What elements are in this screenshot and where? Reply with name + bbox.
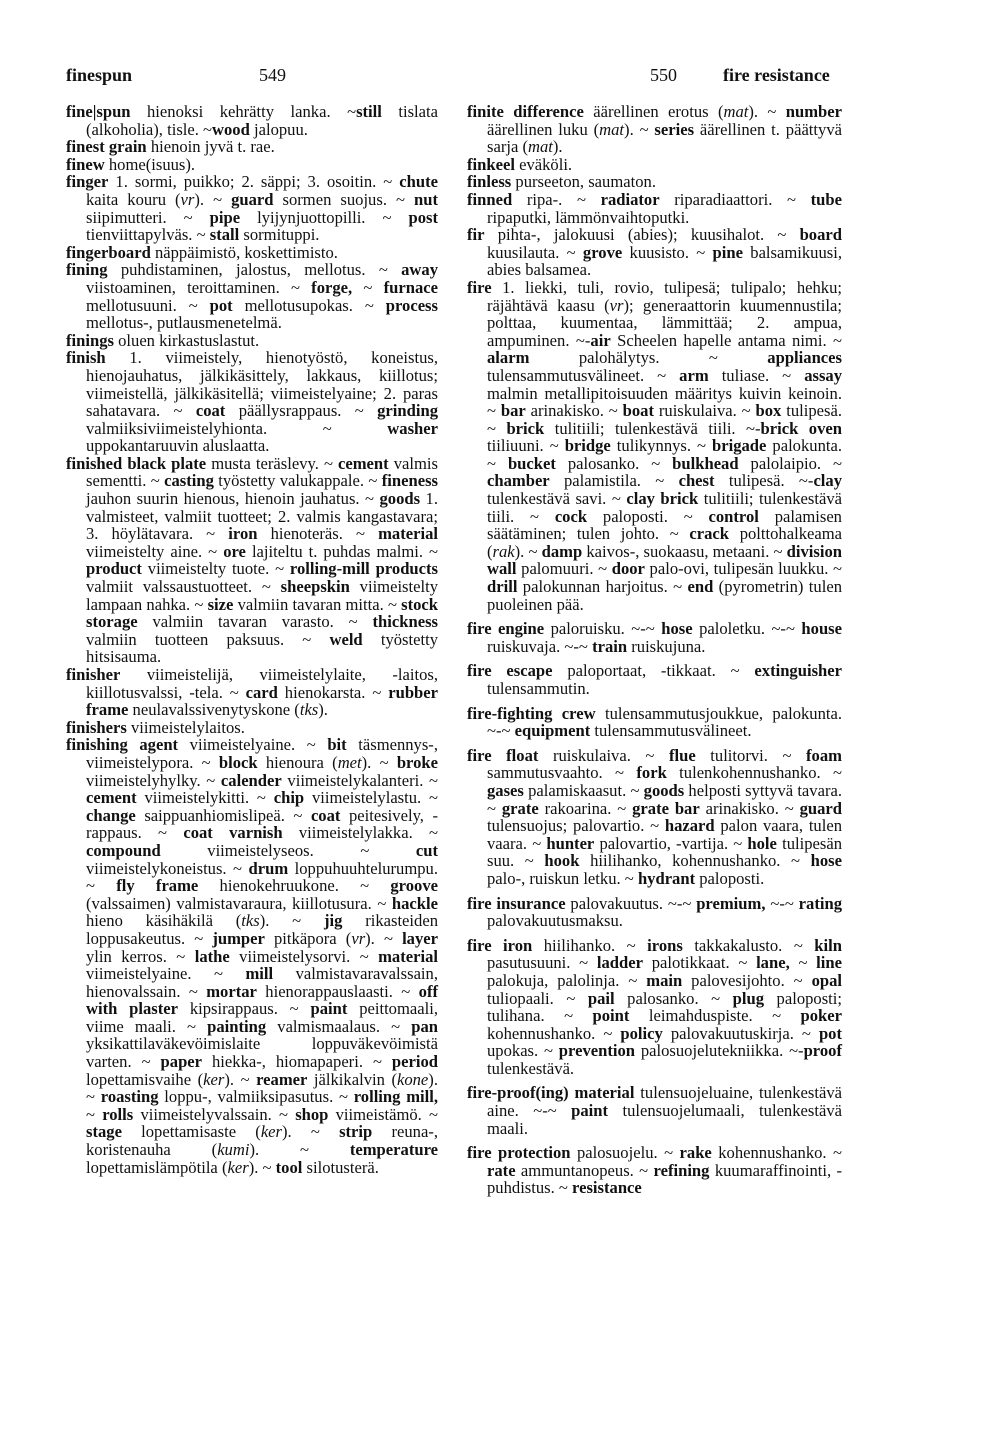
dictionary-entry: fire-proof(ing) material tulensuojeluaine, tulenkestävä aine. ~-~ paint tulensuojelumaali, tulenkestävä maali.: [467, 1083, 842, 1138]
dictionary-entry: fire protection palosuojelu. ~ rake kohennushanko. ~ rate ammuntanopeus. ~ refining kuumaraffinointi, -puhdistus. ~ resistance: [467, 1143, 842, 1198]
dictionary-entry: finest grain hienoin jyvä t. rae.: [66, 137, 275, 157]
right-page-number: 550: [650, 65, 677, 85]
dictionary-entry: fire 1. liekki, tuli, rovio, tulipesä; tulipalo; hehku; räjähtävä kaasu (vr); generaattorin kuumennustila; polttaa, kuumentaa, lämmittää; 2. ampua, ampuminen. ~-air Scheelen hapelle antama nimi. ~ alarm palohälytys. ~ appliances tulensammutusvälineet. ~ arm tuliase. ~ assay malmin metallipitoisuuden määritys kuivin keinoin. ~ bar arinakisko. ~ boat ruiskulaiva. ~ box tulipesä. ~ brick tulitiili; tulenkestävä tiili. ~-brick oven tiiliuuni. ~ bridge tulikynnys. ~ brigade palokunta. ~ bucket palosanko. ~ bulkhead palolaipio. ~ chamber palamistila. ~ chest tulipesä. ~-clay tulenkestävä savi. ~ clay brick tulitiili; tulenkestävä tiili. ~ cock paloposti. ~ control palamisen säätäminen; tulen johto. ~ crack polttohalkeama (rak). ~ damp kaivos-, suokaasu, metaani. ~ division wall palomuuri. ~ door palo-ovi, tulipesän luukku. ~ drill palokunnan harjoitus. ~ end (pyrometrin) tulen puoleinen pää.: [467, 277, 843, 614]
dictionary-entry: fir pihta-, jalokuusi (abies); kuusihalot. ~ board kuusilauta. ~ grove kuusisto. ~ pine balsamikuusi, abies balsamea.: [467, 225, 842, 280]
dictionary-entry: fire-fighting crew tulensammutusjoukkue, palokunta. ~-~ equipment tulensammutusvälineet.: [467, 703, 843, 741]
left-page-number: 549: [259, 65, 286, 85]
dictionary-entry: fire float ruiskulaiva. ~ flue tulitorvi. ~ foam sammutusvaahto. ~ fork tulenkohennushanko. ~ gases palamiskaasut. ~ goods helposti syttyvä tavara. ~ grate rakoarina. ~ grate bar arinakisko. ~ guard tulensuojus; palovartio. ~ hazard palon vaara, tulen vaara. ~ hunter palovartio, -vartija. ~ hole tulipesän suu. ~ hook hiilihanko, kohennushanko. ~ hose palo-, ruiskun letku. ~ hydrant paloposti.: [467, 745, 843, 888]
dictionary-entry: finger 1. sormi, puikko; 2. säppi; 3. osoitin. ~ chute kaita kouru (vr). ~ guard sormen suojus. ~ nut siipimutteri. ~ pipe lyijynjuottopilli. ~ post tienviittapylväs. ~ stall sormituppi.: [66, 172, 438, 245]
dictionary-entry: finishing agent viimeistelyaine. ~ bit täsmennys-, viimeistelypora. ~ block hienoura (met). ~ broke viimeistelyhylky. ~ calender viimeistelykalanteri. ~ cement viimeistelykitti. ~ chip viimeistelylastu. ~ change saippuanhiomislipeä. ~ coat peitesively, -rappaus. ~ coat varnish viimeistelylakka. ~ compound viimeistelyseos. ~ cut viimeistelykoneistus. ~ drum loppuhuuhtelurumpu. ~ fly frame hienokehruukone. ~ groove (valssaimen) valmistavaraura, kiillotusura. ~ hackle hieno käsihäkilä (tks). ~ jig rikasteiden loppusakeutus. ~ jumper pitkäpora (vr). ~ layer ylin kerros. ~ lathe viimeistelysorvi. ~ material viimeistelyaine. ~ mill valmistavaravalssain, hienovalssain. ~ mortar hienorappauslaasti. ~ off with plaster kipsirappaus. ~ paint peittomaali, viime maali. ~ painting valmismaalaus. ~ pan yksikattilaväkevöimislaite loppuväkevöimistä varten. ~ paper hiekka-, hiomapaperi. ~ period lopettamisvaihe (ker). ~ reamer jälkikalvin (kone). ~ roasting loppu-, valmiiksipasutus. ~ rolling mill, ~ rolls viimeistelyvalssain. ~ shop viimeistämö. ~ stage lopettamisaste (ker). ~ strip reuna-, koristenauha (kumi). ~ temperature lopettamislämpötila (ker). ~ tool silotusterä.: [66, 735, 439, 1177]
dictionary-entry: fingerboard näppäimistö, koskettimisto.: [66, 242, 338, 262]
dictionary-entry: finew home(isuus).: [66, 154, 196, 174]
dictionary-entry: finish 1. viimeistely, hienotyöstö, koneistus, hienojauhatus, jälkikäsittely, lakkaus, kiillotus; viimeistellä, jälkikäsitellä; viimeistelyaine; 2. paras sahatavara. ~ coat päällysrappaus. ~ grinding valmiiksiviimeistelyhionta. ~ washer uppokantaruuvin aluslaatta.: [66, 348, 438, 456]
dictionary-entry: fire escape paloportaat, -tikkaat. ~ extinguisher tulensammutin.: [467, 661, 842, 698]
right-column: [467, 103, 842, 1197]
dictionary-entry: fire engine paloruisku. ~-~ hose paloletku. ~-~ house ruiskuvaja. ~-~ train ruiskujuna.: [467, 619, 842, 656]
right-running-head: fire resistance: [723, 65, 830, 85]
dictionary-entry: fire iron hiilihanko. ~ irons takkakalusto. ~ kiln pasutusuuni. ~ ladder palotikkaat. ~ lane, ~ line palokuja, palolinja. ~ main palovesijohto. ~ opal tuliopaali. ~ pail palosanko. ~ plug paloposti; tulihana. ~ point leimahduspiste. ~ poker kohennushanko. ~ policy palovakuutuskirja. ~ pot upokas. ~ prevention palosuojelutekniikka. ~-proof tulenkestävä.: [467, 935, 842, 1078]
dictionary-entry: finisher viimeistelijä, viimeistelylaite, -laitos, kiillotusvalssi, -tela. ~ card hienokarsta. ~ rubber frame neulavalssivenytyskone (tks).: [66, 665, 438, 720]
left-running-head: finespun: [66, 65, 133, 85]
dictionary-entry: finite difference äärellinen erotus (mat). ~ number äärellinen luku (mat). ~ series äärellinen t. päättyvä sarja (mat).: [467, 102, 843, 157]
dictionary-entry: finings oluen kirkastuslastut.: [66, 330, 260, 350]
dictionary-entry: finkeel eväköli.: [467, 154, 573, 174]
dictionary-entry: fire insurance palovakuutus. ~-~ premium, ~-~ rating palovakuutusmaksu.: [467, 893, 842, 931]
dictionary-entry: finished black plate musta teräslevy. ~ cement valmis sementti. ~ casting työstetty valukappale. ~ fineness jauhon suurin hienous, hienoin jauhatus. ~ goods 1. valmisteet, valmiit tuotteet; 2. valmis kangastavara; 3. höylätavara. ~ iron hienoteräs. ~ material viimeistelty aine. ~ ore lajiteltu t. puhdas malmi. ~ product viimeistelty tuote. ~ rolling-mill products valmiit valssaustuotteet. ~ sheepskin viimeistelty lampaan nahka. ~ size valmiin tavaran mitta. ~ stock storage valmiin tavaran varasto. ~ thickness valmiin tuotteen paksuus. ~ weld työstetty hitsisauma.: [66, 453, 439, 667]
dictionary-entry: finned ripa-. ~ radiator riparadiaattori. ~ tube ripaputki, lämmönvaihtoputki.: [467, 189, 842, 227]
left-column: [66, 103, 438, 1176]
dictionary-entry: fining puhdistaminen, jalostus, mellotus. ~ away viistoaminen, teroittaminen. ~ forge, ~ furnace mellotusuuni. ~ pot mellotusupokas. ~ process mellotus-, putlausmenetelmä.: [66, 260, 438, 333]
dictionary-entry: finishers viimeistelylaitos.: [66, 717, 245, 737]
dictionary-entry: finless purseeton, saumaton.: [467, 172, 656, 192]
dictionary-entry: fine|spun hienoksi kehrätty lanka. ~still tislata (alkoholia), tisle. ~wood jalopuu.: [66, 102, 438, 139]
